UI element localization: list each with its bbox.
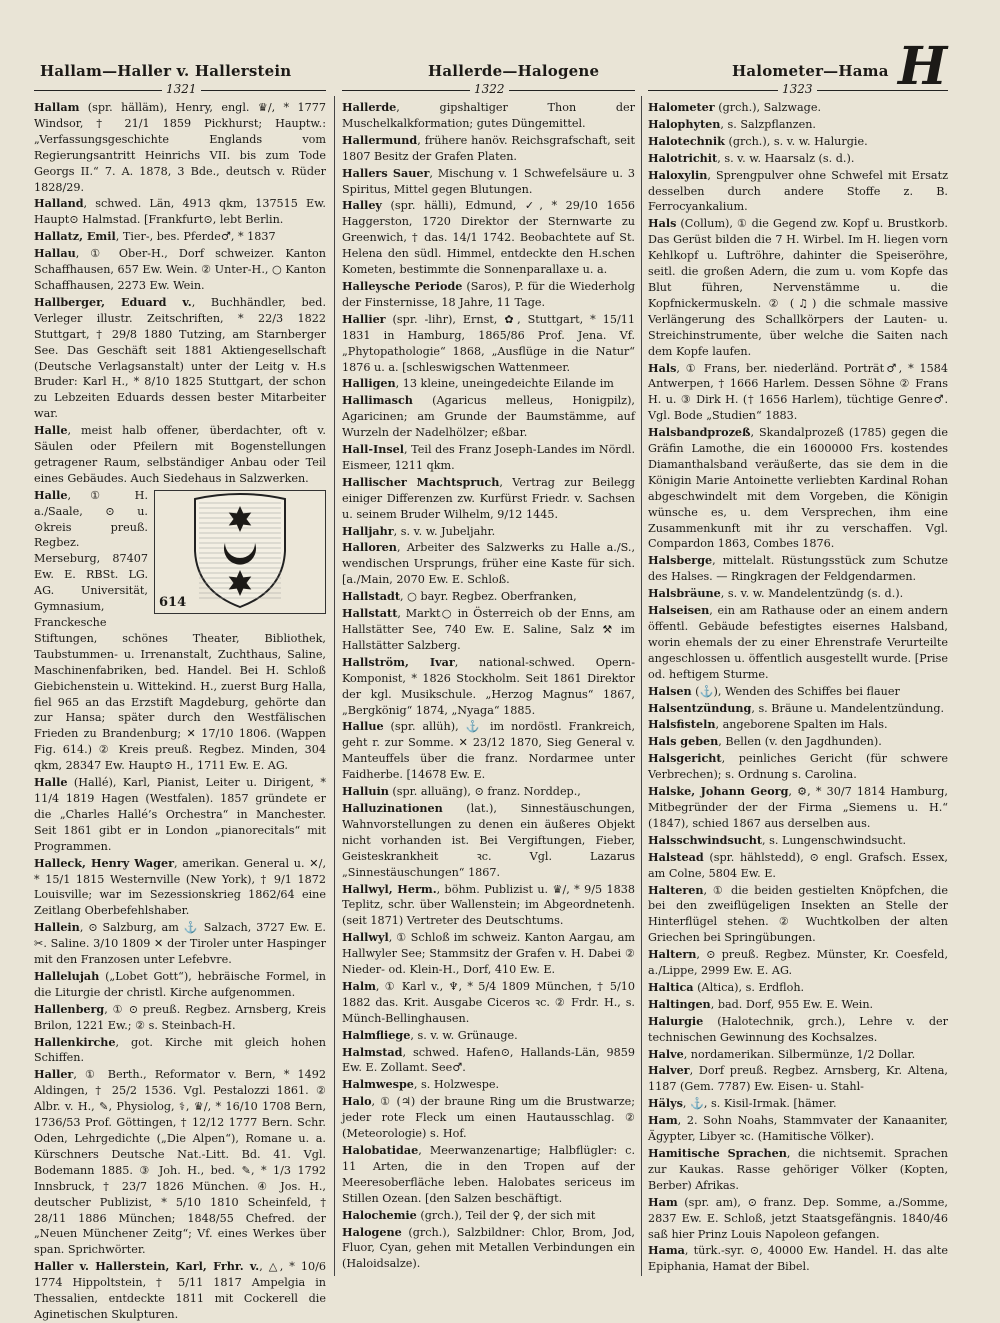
dictionary-entry	[648, 151, 948, 167]
dictionary-entry	[342, 279, 635, 311]
entry-headword: Hallström, Ivar	[342, 654, 455, 669]
entry-headword: Ham	[648, 1113, 678, 1128]
entry-headword: Hallers Sauer	[342, 165, 430, 180]
dictionary-entry	[34, 229, 326, 245]
column-divider-1	[334, 96, 335, 1276]
entry-definition: , Dorf preuß. Regbez. Arnsberg, Kr. Altena, 1187 (Gem. 7787) Ew. Eisen- u. Stahl-	[648, 1064, 948, 1094]
entry-definition: , ⚙, * 30/7 1814 Hamburg, Mitbegründer der der Firma „Siemens u. H.“ (1847), schied 1867 aus derselben aus.	[648, 785, 948, 830]
entry-definition: (spr. hälläm), Henry, engl. ♛/, * 1777 Windsor, † 21/1 1859 Pickhurst; Hauptw.: „Verfassungsgeschichte Englands vom Regierungsantritt Heinrichs VII. bis zum Tode Georgs II.“ 7. A. 1878, 3 Bde., deutsch v. Rüder 1828/29.	[34, 101, 326, 194]
entry-headword: Halve	[648, 1046, 684, 1061]
dictionary-entry	[342, 801, 635, 881]
left-column-running-head: Hallam—Haller v. Hallerstein	[40, 62, 292, 80]
entry-definition: , schwed. Län, 4913 qkm, 137515 Ew. Haupt⊙ Halmstad. [Frankfurt⊙, lebt Berlin.	[34, 197, 326, 227]
entry-definition: , national-schwed. Opern-Komponist, * 1826 Stockholm. Seit 1861 Direktor der kgl. Musikschule. „Herzog Magnus“ 1867, „Bergkönig“ 1874, „Nyaga“ 1885.	[342, 655, 635, 717]
dictionary-entry	[342, 166, 635, 198]
dictionary-entry	[342, 198, 635, 278]
entry-definition: , Bellen (v. den Jagdhunden).	[718, 735, 882, 749]
entry-definition: (Collum), ① die Gegend zw. Kopf u. Brustkorb. Das Gerüst bilden die 7 H. Wirbel. Im H. liegen vorn Kehlkopf u. Luftröhre, dahinter die Speiseröhre, seitl. die großen Adern, die zum u. vom Kopfe das Blut führen, Nervenstämme u. die Kopfnickermuskeln. ② (♫) die schmale massive Verlängerung des Schallkörpers der Lauten- u. Streichinstrumente, über welche die Saiten nach dem Kopfe laufen.	[648, 217, 948, 358]
entry-definition: , schwed. Hafen⊙, Hallands-Län, 9859 Ew. E. Zollamt. See♂.	[342, 1045, 635, 1075]
entry-headword: Hallenberg	[34, 1001, 105, 1016]
entry-headword: Halsbräune	[648, 586, 721, 601]
entry-definition: , nordamerikan. Silbermünze, 1/2 Dollar.	[683, 1047, 916, 1061]
entry-definition: , ⊙ preuß. Regbez. Münster, Kr. Coesfeld, a./Lippe, 2999 Ew. E. AG.	[648, 948, 948, 978]
entry-definition: , 2. Sohn Noahs, Stammvater der Kanaaniter, Ägypter, Libyer ꝛc. (Hamitische Völker).	[648, 1114, 948, 1144]
dictionary-entry	[342, 882, 635, 930]
entry-headword: Haltern	[648, 947, 697, 962]
entry-headword: Hallstadt	[342, 589, 401, 604]
right-column-running-head: Halometer—Hama	[732, 62, 889, 80]
dictionary-entry	[648, 883, 948, 947]
entry-definition: , s. v. w. Mandelentzündg (s. d.).	[720, 587, 904, 601]
entry-headword: Halsfisteln	[648, 717, 716, 732]
entry-headword: Hall-Insel	[342, 442, 404, 457]
entry-headword: Haloxylin	[648, 167, 708, 182]
dictionary-entry	[648, 553, 948, 585]
entry-headword: Halseisen	[648, 603, 710, 618]
column-2	[342, 100, 635, 1280]
entry-headword: Hallimasch	[342, 393, 413, 408]
entry-headword: Haller v. Hallerstein, Karl, Frhr. v.	[34, 1259, 260, 1274]
entry-headword: Hamitische Sprachen	[648, 1146, 787, 1160]
entry-definition: , s. Holzwespe.	[413, 1078, 500, 1092]
entry-headword: Hallwyl	[342, 930, 389, 945]
entry-headword: Halometer	[648, 100, 715, 114]
dictionary-entry	[648, 701, 948, 717]
entry-headword: Hallatz, Emil	[34, 229, 116, 244]
entry-definition: (Halotechnik, grch.), Lehre v. der technischen Gewinnung des Kochsalzes.	[648, 1014, 948, 1044]
dictionary-entry	[342, 312, 635, 376]
dictionary-entry	[648, 1146, 948, 1194]
dictionary-entry	[342, 979, 635, 1027]
entry-headword: Halochemie	[342, 1207, 417, 1222]
dictionary-entry	[648, 100, 948, 116]
entry-definition: , böhm. Publizist u. ♛/, * 9/5 1838 Teplitz, schr. über Wallenstein; im Abgeordnetenh. (seit 1871) Vertreter des Deutschtums.	[342, 882, 635, 928]
entry-definition: (spr. hählstedd), ⊙ engl. Grafsch. Essex, am Colne, 5804 Ew. E.	[648, 850, 948, 880]
dictionary-entry	[648, 717, 948, 733]
entry-definition: , Mischung v. 1 Schwefelsäure u. 3 Spiritus, Mittel gegen Blutungen.	[342, 166, 636, 196]
entry-headword: Halluzinationen	[342, 800, 443, 815]
entry-definition: , Tier-, bes. Pferde♂, * 1837	[115, 230, 276, 244]
entry-definition: , ① ⊙ preuß. Regbez. Arnsberg, Kreis Brilon, 1221 Ew.; ② s. Steinbach-H.	[34, 1002, 326, 1032]
dictionary-entry	[342, 719, 635, 783]
entry-headword: Halljahr	[342, 523, 394, 538]
entry-headword: Hallischer Machtspruch	[342, 474, 500, 489]
entry-definition: , amerikan. General u. ✕/, * 15/1 1815 Westernville (New York), † 9/1 1872 Louisville; war im Sezessionskrieg 1862/64 eine Zeitlang Oberbefehlshaber.	[34, 856, 326, 918]
section-letter: H	[898, 36, 948, 97]
dictionary-entry	[342, 1208, 635, 1224]
entry-headword: Halle	[34, 423, 68, 438]
entry-headword: Halsberge	[648, 553, 713, 568]
entry-headword: Hallerde	[342, 100, 397, 114]
entry-definition: („Lobet Gott“), hebräische Formel, in die Liturgie der christl. Kirche aufgenommen.	[34, 969, 326, 999]
entry-definition: , ① Karl v., ♆, * 5/4 1809 München, † 5/10 1882 das. Krit. Ausgabe Ciceros ꝛc. ② Frdr. H., s. Münch-Bellinghausen.	[342, 979, 635, 1025]
entry-headword: Halver	[648, 1063, 690, 1078]
entry-definition: , ① Frans, ber. niederländ. Porträt♂, * 1584 Antwerpen, † 1666 Harlem. Dessen Söhne ② Frans H. u. ③ Dirk H. († 1656 Harlem), tüchtige Genre♂. Vgl. Bode „Studien“ 1883.	[648, 361, 948, 423]
column-divider-2	[641, 96, 642, 1276]
entry-headword: Hälys	[648, 1096, 683, 1111]
entry-definition: , Sprengpulver ohne Schwefel mit Ersatz desselben durch andere Stoffe z. B. Ferrocyankalium.	[648, 168, 948, 214]
entry-definition: , Vertrag zur Beilegg einiger Differenzen zw. Kurfürst Friedr. v. Sachsen u. seinem Bruder Wilhelm, 9/12 1445.	[342, 475, 635, 521]
entry-definition: , ① die beiden gestielten Knöpfchen, die bei den zweiflügeligen Insekten an Stelle der Hinterflügel stehen. ② Wuchtkolben der alten Griechen bei Springübungen.	[648, 883, 948, 945]
entry-definition: , got. Kirche mit gleich hohen Schiffen.	[34, 1035, 326, 1065]
entry-definition: (Altica), s. Erdfloh.	[693, 980, 805, 994]
dictionary-entry	[342, 1225, 635, 1273]
dictionary-entry	[648, 1014, 948, 1046]
entry-headword: Hallwyl, Herm.	[342, 881, 437, 896]
entry-headword: Hallstatt	[342, 606, 398, 621]
entry-headword: Halsbandprozeß	[648, 425, 751, 440]
entry-headword: Halluin	[342, 784, 389, 799]
dictionary-entry	[342, 524, 635, 540]
dictionary-entry	[648, 1096, 948, 1112]
dictionary-entry	[648, 1195, 948, 1243]
dictionary-entry	[342, 100, 635, 132]
dictionary-entry	[34, 1259, 326, 1323]
dictionary-entry	[648, 216, 948, 359]
dictionary-entry	[648, 751, 948, 783]
entry-headword: Hallein	[34, 920, 80, 935]
entry-headword: Halotrichit	[648, 150, 718, 165]
dictionary-entry	[648, 603, 948, 683]
entry-headword: Halle	[34, 487, 68, 502]
entry-headword: Hallenkirche	[34, 1034, 116, 1049]
entry-headword: Halm	[342, 978, 376, 993]
entry-definition: , Meerwanzenartige; Halbflügler: c. 11 Arten, die in den Tropen auf der Meeresoberfläche leben. Halobates sericeus im Stillen Ozean. [den Salzen beschäftigt.	[342, 1144, 635, 1205]
entry-definition: , meist halb offener, überdachter, oft v. Säulen oder Pfeilern mit Bogenstellungen getragener Raum, selbständiger Anbau oder Teil eines Gebäudes. Auch Siedehaus in Salzwerken.	[34, 424, 326, 485]
entry-headword: Hallau	[34, 246, 76, 261]
entry-headword: Halley	[342, 198, 382, 213]
entry-definition: (spr. allüh), ⚓ im nordöstl. Frankreich, geht r. zur Somme. ✕ 23/12 1870, Sieg General v. Manteuffels über die franz. Nordarmee unter Faidherbe. [14678 Ew. E.	[342, 720, 635, 782]
dictionary-entry	[34, 1002, 326, 1034]
column-3	[648, 100, 948, 1280]
entry-definition: , peinliches Gericht (für schwere Verbrechen); s. Ordnung s. Carolina.	[648, 752, 948, 782]
entry-definition: , Teil des Franz Joseph-Landes im Nördl. Eismeer, 1211 qkm.	[342, 443, 635, 472]
page-number-center: 1322	[470, 82, 509, 96]
dictionary-entry	[648, 1047, 948, 1063]
dictionary-entry	[648, 833, 948, 849]
entry-definition: (spr. alluäng), ⊙ franz. Norddep.,	[388, 785, 581, 799]
entry-definition: , ○ bayr. Regbez. Oberfranken,	[400, 590, 577, 604]
entry-definition: (spr. -lihr), Ernst, ✿, Stuttgart, * 15/11 1831 in Hamburg, 1865/86 Prof. Jena. Vf. „Phytopathologie“ 1868, „Ausflüge in die Natur“ 1876 u. a. [schleswigschen Wattenmeer.	[342, 312, 635, 374]
entry-headword: Halland	[34, 196, 84, 211]
entry-headword: Halsgericht	[648, 751, 722, 766]
entry-headword: Halle	[34, 775, 68, 790]
dictionary-entry	[342, 930, 635, 978]
entry-definition: , ① (♃) der braune Ring um die Brustwarze; jeder rote Fleck um einen Hautausschlag. ② (Meteorologie) s. Hof.	[342, 1095, 635, 1141]
entry-definition: , ⊙ Salzburg, am ⚓ Salzach, 3727 Ew. E. ✂. Saline. 3/10 1809 ✕ der Tiroler unter Haspinger mit den Franzosen unter Lefebvre.	[34, 921, 326, 967]
dictionary-entry	[342, 133, 635, 165]
dictionary-entry	[342, 393, 635, 441]
dictionary-entry	[342, 1028, 635, 1044]
entry-headword: Halotechnik	[648, 133, 725, 148]
entry-definition: (spr. am), ⊙ franz. Dep. Somme, a./Somme, 2837 Ew. E. Schloß, jetzt Staatsgefängnis. 1840/46 saß hier Prinz Louis Napoleon gefangen.	[648, 1195, 948, 1241]
dictionary-entry	[648, 850, 948, 882]
dictionary-entry	[648, 980, 948, 996]
entry-definition: , bad. Dorf, 955 Ew. E. Wein.	[710, 997, 874, 1011]
dictionary-entry	[34, 969, 326, 1001]
dictionary-entry	[342, 1077, 635, 1093]
dictionary-entry	[342, 1094, 635, 1142]
dictionary-entry	[34, 100, 326, 195]
dictionary-entry	[648, 425, 948, 552]
entry-headword: Hals	[648, 216, 677, 231]
entry-definition: , türk.-syr. ⊙, 40000 Ew. Handel. H. das alte Epiphania, Hamat der Bibel.	[648, 1244, 948, 1274]
entry-headword: Haltica	[648, 979, 694, 994]
entry-definition: , ① Berth., Reformator v. Bern, * 1492 Aldingen, † 25/2 1536. Vgl. Pestalozzi 1861. ② Albr. v. H., ✎, Physiolog, ⚕, ♛/, * 16/10 1708 Bern, 1736/53 Prof. Göttingen, † 12/12 1777 Bern. Schr. Oden, Lehrgedichte („Die Alpen“), Romane u. a. Kürschners Deutsche Nat.-Litt. Bd. 41. Vgl. Bodemann 1885. ③ Joh. H., bed. ✎, * 1/3 1792 Innsbruck, † 23/7 1826 München. ④ Jos. H., deutscher Publizist, * 5/10 1810 Scheinfeld, † 28/11 1886 München; 1848/55 Chefred. der „Neuen Münchener Zeitg“; Vf. eines Werkes über span. Sprichwörter.	[34, 1068, 326, 1257]
dictionary-entry	[648, 1063, 948, 1095]
entry-definition: , ⚓, s. Kisil-Irmak. [hämer.	[682, 1097, 837, 1111]
entry-definition: , s. v. w. Haarsalz (s. d.).	[717, 151, 855, 165]
dictionary-entry	[648, 997, 948, 1013]
entry-definition: , ① H. a./Saale, ⊙ u. ⊙kreis preuß. Regbez. Merseburg, 87407 Ew. E. RBSt. LG. AG. Universität, Gymnasium, Franckesche Stiftungen, schönes Theater, Bibliothek, Taubstummen- u. Irrenanstalt, Zuchthaus, Saline, Maschinenfabriken, bed. Handel. Bei H. Schloß Giebichenstein u. Wittekind. H., zuerst Burg Halla, fiel 965 an das Erzstift Magdeburg, gehörte dan zur Hansa; später durch den Westfälischen Frieden zu Brandenburg; ✕ 17/10 1806. (Wappen Fig. 614.) ② Kreis preuß. Regbez. Minden, 304 qkm, 28347 Ew. Haupt⊙ H., 1711 Ew. E. AG.	[34, 488, 326, 773]
entry-headword: Halloren	[342, 540, 397, 555]
dictionary-entry	[342, 655, 635, 719]
entry-headword: Halstead	[648, 849, 704, 864]
dictionary-entry	[648, 586, 948, 602]
entry-definition: , gipshaltiger Thon der Muschelkalkformation; gutes Düngemittel.	[342, 101, 635, 130]
dictionary-entry	[342, 475, 635, 523]
dictionary-entry	[342, 442, 635, 474]
dictionary-entry	[648, 361, 948, 425]
entry-headword: Halogene	[342, 1224, 402, 1239]
entry-definition: , s. Bräune u. Mandelentzündung.	[751, 701, 945, 715]
dictionary-entry	[34, 295, 326, 422]
entry-definition: , Skandalprozeß (1785) gegen die Gräfin Lamothe, die ein 1600000 Frs. kostendes Diamanthalsband veräußerte, das sie dem in die Königin Marie Antoinette verliebten Kardinal Rohan abgeschwindelt mit dem Vorgeben, die Königin wünsche es, u. dem Versprechen, ihm eine Zusammenkunft mit ihr zu verschaffen. Vgl. Compardon 1863, Combes 1876.	[648, 426, 948, 551]
entry-headword: Hallam	[34, 100, 80, 114]
column-1	[34, 100, 327, 1321]
entry-definition: , ein am Rathause oder an einem andern öffentl. Gebäude befestigtes eisernes Halsband, worin ehemals der zu einer Ehrenstrafe Verurteilte angeschlossen u. öffentlich ausgestellt wurde. [Prise od. heftigem Sturme.	[648, 604, 948, 681]
entry-headword: Halsentzündung	[648, 700, 752, 715]
entry-headword: Halmwespe	[342, 1077, 414, 1092]
dictionary-entry	[648, 947, 948, 979]
entry-headword: Hallue	[342, 719, 384, 734]
entry-headword: Halobatidae	[342, 1143, 419, 1157]
entry-definition: , die nichtsemit. Sprachen zur Kaukas. Rasse gehöriger Völker (Kopten, Berber) Afrikas.	[648, 1147, 949, 1192]
entry-definition: , s. Salzpflanzen.	[720, 117, 816, 131]
dictionary-entry	[34, 1035, 326, 1067]
entry-headword: Halsschwindsucht	[648, 832, 762, 847]
dictionary-entry	[342, 589, 635, 605]
entry-definition: , Arbeiter des Salzwerks zu Halle a./S., wendischen Ursprungs, früher eine Kaste für sich. [a./Main, 2070 Ew. E. Schloß.	[342, 541, 635, 587]
entry-headword: Hallermund	[342, 132, 418, 147]
entry-headword: Halleysche Periode	[342, 278, 463, 293]
entry-headword: Hallberger, Eduard v.	[34, 294, 192, 309]
dictionary-entry	[648, 1243, 948, 1275]
dictionary-entry	[34, 856, 326, 920]
dictionary-entry	[34, 246, 326, 294]
entry-definition: (grch.), s. v. w. Halurgie.	[724, 134, 868, 148]
page-number-right: 1323	[778, 82, 817, 96]
dictionary-entry	[648, 1113, 948, 1145]
dictionary-entry	[34, 488, 326, 774]
entry-definition: , mittelalt. Rüstungsstück zum Schutze des Halses. — Ringkragen der Feldgendarmen.	[648, 554, 948, 584]
entry-definition: (lat.), Sinnestäuschungen, Wahnvorstellungen zu denen ein äußeres Objekt nicht vorhanden ist. Bei Vergiftungen, Fieber, Geisteskrankheit ꝛc. Vgl. Lazarus „Sinnestäuschungen“ 1867.	[342, 801, 635, 879]
entry-headword: Halophyten	[648, 116, 721, 131]
dictionary-entry	[34, 1067, 326, 1258]
entry-headword: Ham	[648, 1194, 678, 1209]
dictionary-entry	[34, 196, 326, 228]
entry-headword: Haltingen	[648, 996, 711, 1011]
entry-definition: , s. Lungenschwindsucht.	[762, 833, 906, 847]
entry-headword: Hals	[648, 360, 677, 375]
entry-definition: (Hallé), Karl, Pianist, Leiter u. Dirigent, * 11/4 1819 Hagen (Westfalen). 1857 gründete er die „Charles Hallé’s Orchestra“ in Manchester. Seit 1861 gibt er in London „pianorecitals“ mit Programmen.	[34, 776, 326, 853]
entry-headword: Halteren	[648, 882, 704, 897]
dictionary-entry	[342, 1143, 635, 1207]
dictionary-entry	[342, 606, 635, 654]
center-column-running-head: Hallerde—Halogene	[428, 62, 600, 80]
halle-coat-of-arms-figure	[154, 490, 326, 614]
entry-headword: Halmfliege	[342, 1027, 411, 1042]
entry-definition: , s. v. w. Jubeljahr.	[393, 524, 496, 538]
entry-definition: (Saros), P. für die Wiederholg der Finsternisse, 18 Jahre, 11 Tage.	[342, 279, 635, 309]
dictionary-entry	[34, 920, 326, 968]
entry-headword: Halsen	[648, 683, 692, 698]
entry-headword: Haller	[34, 1067, 74, 1082]
entry-definition: , Markt○ in Österreich ob der Enns, am Hallstätter See, 740 Ew. E. Saline, Salz ⚒ im Hallstätter Salzberg.	[342, 607, 635, 652]
dictionary-entry	[342, 784, 635, 800]
entry-definition: (grch.), Teil der ♀, der sich mit	[416, 1208, 596, 1222]
entry-headword: Halurgie	[648, 1013, 704, 1028]
dictionary-entry	[342, 376, 635, 392]
dictionary-entry	[648, 168, 948, 216]
entry-definition: , △, * 10/6 1774 Hippoltstein, † 5/11 1817 Ampelgia in Thessalien, entdeckte 1811 mit Cockerell die Aginetischen Skulpturen.	[34, 1260, 326, 1321]
entry-definition: , angeborene Spalten im Hals.	[715, 718, 888, 732]
entry-headword: Hallelujah	[34, 968, 100, 983]
dictionary-entry	[34, 775, 326, 855]
dictionary-entry	[34, 423, 326, 487]
entry-definition: (Agaricus melleus, Honigpilz), Agaricinen; am Grunde der Baumstämme, auf Wurzeln der Nadelhölzer; eßbar.	[342, 394, 635, 440]
entry-headword: Halleck, Henry Wager	[34, 855, 174, 870]
entry-definition: (⚓), Wenden des Schiffes bei flauer	[691, 684, 900, 698]
entry-definition: , 13 kleine, uneingedeichte Eilande im	[395, 377, 614, 391]
entry-headword: Hals geben	[648, 734, 719, 749]
entry-definition: , Buchhändler, bed. Verleger illustr. Zeitschriften, * 22/3 1822 Stuttgart, † 29/8 1880 Tutzing, am Starnberger See. Das Geschäft seit 1881 Aktiengesellschaft (Deutsche Verlagsanstalt) unter der Leitg v. H.s Bruder: Karl H., * 8/10 1825 Stuttgart, der schon zu Lebzeiten Eduards dessen bester Mitarbeiter war.	[34, 295, 327, 421]
page-number-left: 1321	[162, 82, 201, 96]
dictionary-entry	[648, 684, 948, 700]
entry-definition: (grch.), Salzbildner: Chlor, Brom, Jod, Fluor, Cyan, gehen mit Metallen Verbindungen ein (Haloidsalze).	[342, 1225, 635, 1271]
entry-headword: Halmstad	[342, 1044, 403, 1059]
entry-headword: Halligen	[342, 376, 396, 391]
entry-headword: Hallier	[342, 311, 386, 326]
dictionary-entry	[648, 134, 948, 150]
dictionary-entry	[648, 734, 948, 750]
entry-headword: Halske, Johann Georg	[648, 784, 789, 799]
entry-definition: , ① Ober-H., Dorf schweizer. Kanton Schaffhausen, 657 Ew. Wein. ② Unter-H., ○ Kanton Schaffhausen, 2273 Ew. Wein.	[34, 247, 326, 292]
dictionary-entry	[342, 540, 635, 588]
entry-definition: , frühere hanöv. Reichsgrafschaft, seit 1807 Besitz der Grafen Platen.	[342, 133, 635, 163]
dictionary-entry	[342, 1045, 635, 1077]
entry-definition: , s. v. w. Grünauge.	[410, 1028, 518, 1042]
figure-number: 614	[159, 594, 187, 610]
dictionary-entry	[648, 117, 948, 133]
entry-headword: Hama	[648, 1243, 685, 1258]
entry-definition: , ① Schloß im schweiz. Kanton Aargau, am Hallwyler See; Stammsitz der Grafen v. H. Dabei ② Nieder- od. Klein-H., Dorf, 410 Ew. E.	[342, 931, 635, 977]
dictionary-entry	[648, 784, 948, 832]
entry-definition: (spr. hälli), Edmund, ✓, * 29/10 1656 Haggerston, 1720 Direktor der Sternwarte zu Greenwich, † das. 14/1 1742. Beobachtete auf St. Helena den südl. Himmel, entdeckte den H.schen Kometen, bestimmte die Sonnenparallaxe u. a.	[342, 199, 635, 277]
entry-headword: Halo	[342, 1094, 372, 1109]
entry-definition: (grch.), Salzwage.	[714, 101, 821, 114]
